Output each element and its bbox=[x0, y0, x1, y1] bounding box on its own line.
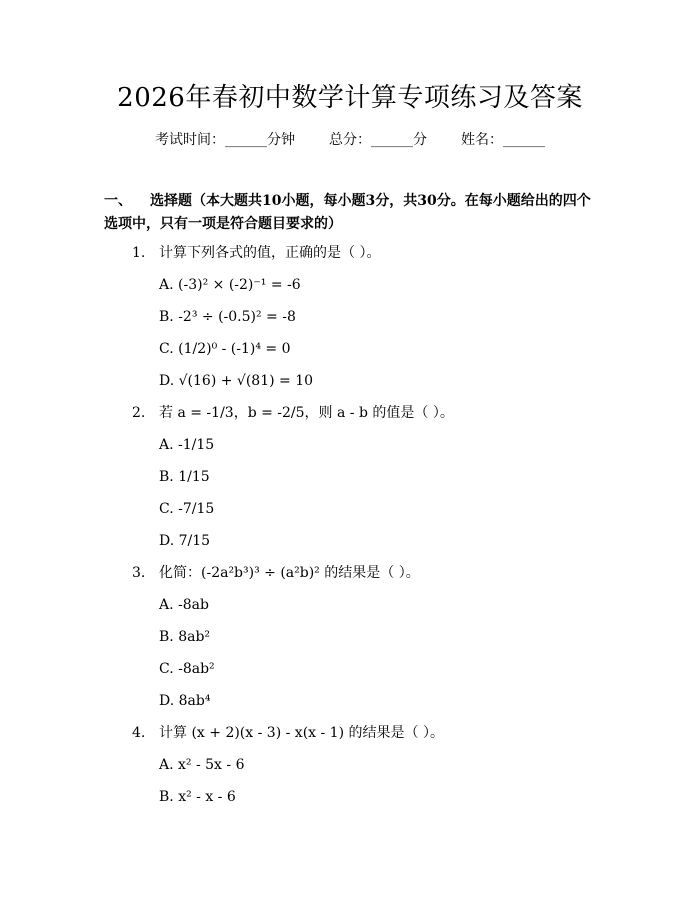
question-number: 4. bbox=[132, 725, 146, 741]
option-1a: A. (-3)² × (-2)⁻¹ = -6 bbox=[159, 277, 301, 293]
section-number: 一、 bbox=[104, 193, 132, 209]
question-text: 计算下列各式的值，正确的是（ ）。 bbox=[159, 245, 381, 261]
question-text: 计算 (x + 2)(x - 3) - x(x - 1) 的结果是（ ）。 bbox=[159, 725, 444, 741]
option-1d: D. √(16) + √(81) = 10 bbox=[159, 373, 314, 389]
question-2 bbox=[132, 402, 454, 424]
student-name-field: 姓名：______ bbox=[461, 132, 545, 148]
option-4a: A. x² - 5x - 6 bbox=[159, 757, 245, 773]
option-1c: C. (1/2)⁰ - (-1)⁴ = 0 bbox=[159, 341, 291, 357]
page-title: 2026年春初中数学计算专项练习及答案 bbox=[117, 83, 583, 113]
question-3 bbox=[132, 562, 420, 584]
exam-info-row bbox=[0, 128, 700, 152]
option-4b: B. x² - x - 6 bbox=[159, 789, 236, 805]
question-number: 1. bbox=[132, 245, 146, 261]
question-number: 3. bbox=[132, 565, 146, 581]
option-2d: D. 7/15 bbox=[159, 533, 211, 549]
question-number: 2. bbox=[132, 405, 146, 421]
section-heading bbox=[104, 190, 604, 236]
option-3a: A. -8ab bbox=[159, 597, 209, 613]
option-2b: B. 1/15 bbox=[159, 469, 210, 485]
option-3d: D. 8ab⁴ bbox=[159, 693, 211, 709]
question-1 bbox=[132, 242, 380, 264]
exam-time-field: 考试时间：______分钟 bbox=[155, 132, 295, 148]
question-text: 若 a = -1/3，b = -2/5，则 a - b 的值是（ ）。 bbox=[159, 405, 454, 421]
exam-score-field: 总分：______分 bbox=[329, 132, 427, 148]
option-2c: C. -7/15 bbox=[159, 501, 215, 517]
option-3b: B. 8ab² bbox=[159, 629, 211, 645]
option-1b: B. -2³ ÷ (-0.5)² = -8 bbox=[159, 309, 296, 325]
option-2a: A. -1/15 bbox=[159, 437, 215, 453]
option-3c: C. -8ab² bbox=[159, 661, 215, 677]
question-text: 化简：(-2a²b³)³ ÷ (a²b)² 的结果是（ ）。 bbox=[159, 565, 420, 581]
question-4 bbox=[132, 722, 444, 744]
section-instructions: 选择题（本大题共10小题，每小题3分，共30分。在每小题给出的四个选项中，只有一项是符合题目要求的） bbox=[104, 193, 591, 232]
